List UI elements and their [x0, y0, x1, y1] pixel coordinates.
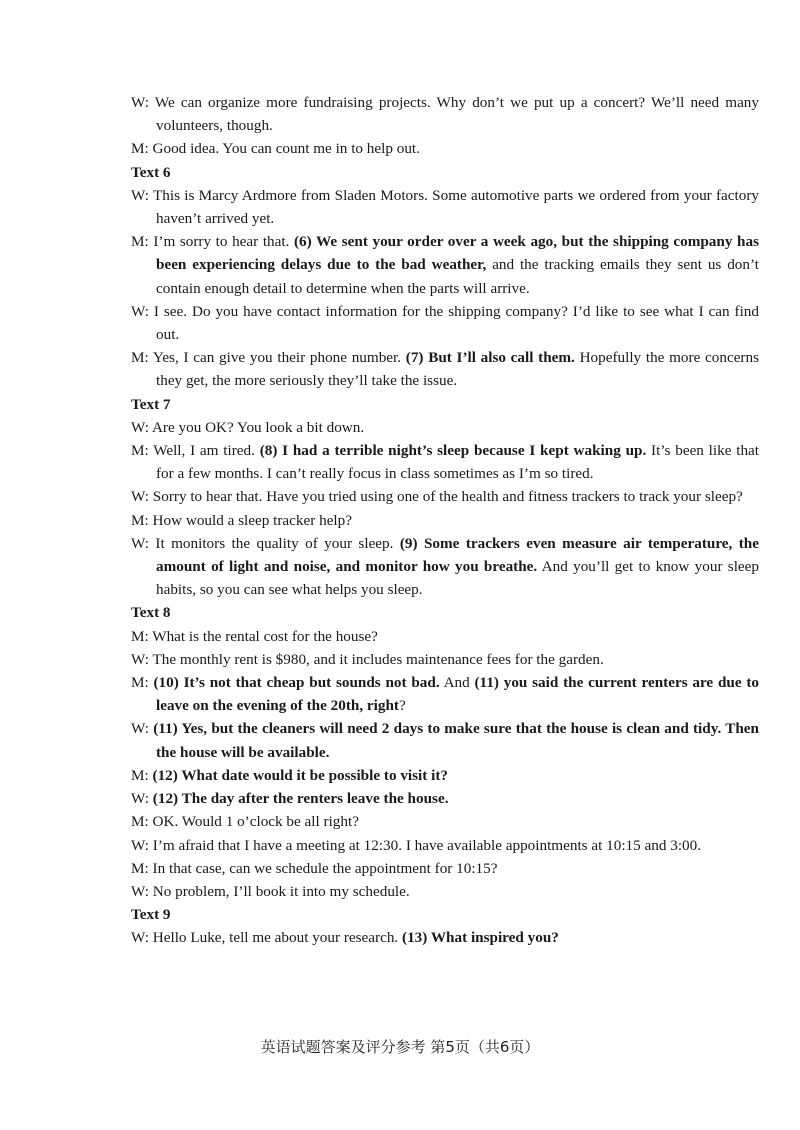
answer-highlight: (10) It’s not that cheap but sounds not bad. — [153, 674, 440, 692]
dialogue-text: Text 6 — [131, 163, 171, 181]
dialogue-line — [131, 532, 759, 602]
answer-highlight: (11) you said the current renters are due to leave on the evening of the 20th, right — [156, 674, 759, 715]
dialogue-text: M: What is the rental cost for the house? — [131, 627, 378, 645]
section-heading — [131, 903, 759, 926]
dialogue-line — [131, 509, 759, 532]
answer-highlight: (11) Yes, but the cleaners will need 2 days to make sure that the house is clean and tidy. Then the house will be available. — [153, 720, 759, 761]
dialogue-line — [131, 880, 759, 903]
dialogue-text: And you’ll get to know your sleep habits, so you can see what helps you sleep. — [156, 558, 759, 599]
dialogue-line — [131, 346, 759, 392]
dialogue-text: Hopefully the more concerns they get, the more seriously they’ll take the issue. — [156, 349, 759, 390]
dialogue-text: And — [439, 674, 475, 692]
dialogue-text: W: Sorry to hear that. Have you tried using one of the health and fitness trackers to track your sleep? — [131, 488, 743, 506]
dialogue-text: M: Yes, I can give you their phone number. — [131, 349, 406, 367]
dialogue-line — [131, 439, 759, 485]
dialogue-text: W: Are you OK? You look a bit down. — [131, 418, 365, 436]
dialogue-line — [131, 787, 759, 810]
dialogue-line — [131, 625, 759, 648]
section-heading — [131, 161, 759, 184]
dialogue-line — [131, 764, 759, 787]
answer-highlight: (8) I had a terrible night’s sleep because I kept waking up. — [259, 442, 647, 460]
dialogue-line — [131, 230, 759, 300]
answer-highlight: (7) But I’ll also call them. — [405, 349, 575, 367]
dialogue-text: Text 7 — [131, 395, 171, 413]
dialogue-text: M: In that case, can we schedule the appointment for 10:15? — [131, 859, 498, 877]
dialogue-text: M: How would a sleep tracker help? — [131, 511, 352, 529]
dialogue-line — [131, 300, 759, 346]
answer-highlight: (12) What date would it be possible to visit it? — [152, 766, 449, 784]
dialogue-line — [131, 485, 759, 508]
dialogue-line — [131, 184, 759, 230]
dialogue-line — [131, 857, 759, 880]
dialogue-text: W: I see. Do you have contact information for the shipping company? I’d like to see what I can find out. — [131, 302, 759, 344]
dialogue-text: W: The monthly rent is $980, and it includes maintenance fees for the garden. — [131, 650, 604, 668]
answer-highlight: (9) Some trackers even measure air temperature, the amount of light and noise, and monitor how you breathe. — [156, 534, 759, 576]
transcript-body — [131, 91, 759, 950]
dialogue-text: W: No problem, I’ll book it into my schedule. — [131, 882, 410, 900]
dialogue-line — [131, 810, 759, 833]
dialogue-text: W: This is Marcy Ardmore from Sladen Motors. Some automotive parts we ordered from your factory haven’t arrived yet. — [131, 186, 759, 228]
answer-highlight: (12) The day after the renters leave the house. — [152, 790, 449, 808]
dialogue-text: M: OK. Would 1 o’clock be all right? — [131, 813, 359, 831]
dialogue-line — [131, 671, 759, 717]
dialogue-text: M: — [131, 674, 154, 692]
dialogue-text: W: — [131, 790, 153, 808]
dialogue-text: M: Well, I am tired. — [131, 442, 260, 460]
dialogue-line — [131, 648, 759, 671]
page-footer: 英语试题答案及评分参考 第5页（共6页） — [260, 1038, 540, 1056]
section-heading — [131, 601, 759, 624]
dialogue-text: M: Good idea. You can count me in to help out. — [131, 140, 420, 158]
dialogue-line — [131, 834, 759, 857]
dialogue-text: M: — [131, 766, 153, 784]
dialogue-text: W: Hello Luke, tell me about your research. — [131, 929, 403, 947]
dialogue-text: Text 8 — [131, 604, 171, 622]
dialogue-text: W: We can organize more fundraising projects. Why don’t we put up a concert? We’ll need many volunteers, though. — [131, 94, 759, 135]
answer-highlight: (13) What inspired you? — [402, 929, 559, 947]
dialogue-text: and the tracking emails they sent us don’t contain enough detail to determine when the parts will arrive. — [156, 256, 759, 297]
dialogue-line — [131, 137, 759, 160]
dialogue-text: W: — [131, 720, 154, 738]
dialogue-text: W: I’m afraid that I have a meeting at 12:30. I have available appointments at 10:15 and 3:00. — [131, 836, 702, 854]
dialogue-line — [131, 416, 759, 439]
dialogue-text: It’s been like that for a few months. I can’t really focus in class sometimes as I’m so tired. — [156, 442, 760, 483]
dialogue-line — [131, 926, 759, 949]
dialogue-text: ? — [398, 697, 406, 715]
section-heading — [131, 393, 759, 416]
answer-highlight: (6) We sent your order over a week ago, but the shipping company has been experiencing delays due to the bad weather, — [156, 233, 759, 274]
dialogue-text: M: I’m sorry to hear that. — [131, 233, 294, 251]
dialogue-line — [131, 91, 759, 137]
dialogue-text: Text 9 — [131, 906, 171, 924]
dialogue-text: W: It monitors the quality of your sleep. — [131, 534, 400, 552]
dialogue-line — [131, 717, 759, 763]
